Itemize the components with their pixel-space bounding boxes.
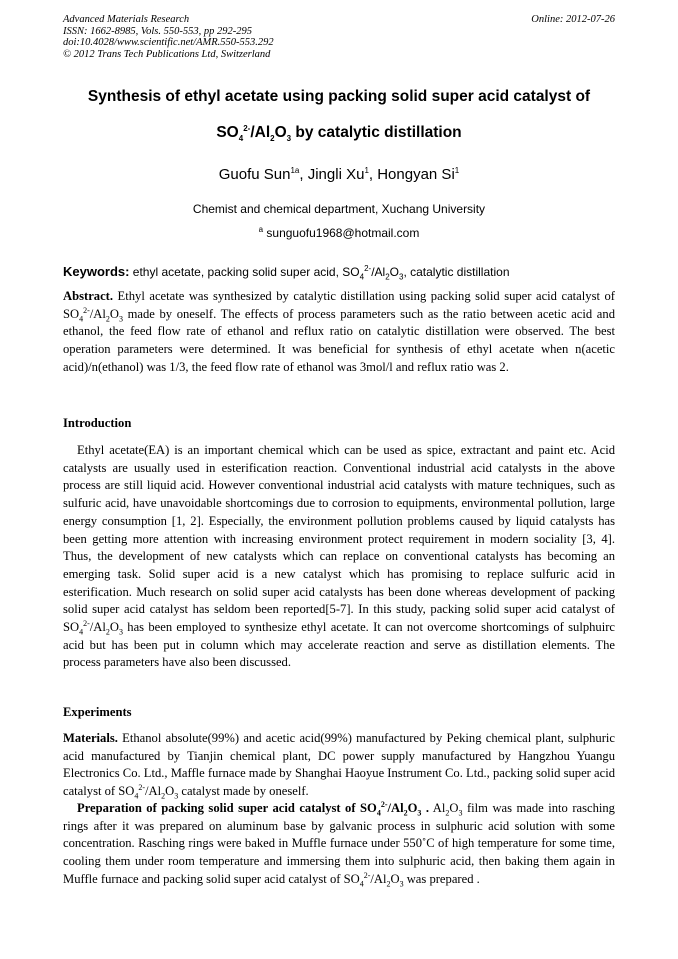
materials-paragraph: Materials. Ethanol absolute(99%) and acetic acid(99%) manufactured by Peking chemical plant, sulphuric acid manufactured by Tianjin chemical plant, DC power supply manufactured by Hangzhou Yuangu Electronics Co. Ltd., Maffle furnace made by Shanghai Haoyue Instrument Co. Ltd., packing solid super acid catalyst of $SO_4^{2-}/Al_2O_3$ catalyst made by oneself. — [63, 731, 615, 801]
journal-name: Advanced Materials Research — [63, 14, 190, 25]
issn-line: ISSN: 1662-8985, Vols. 550-553, pp 292-295 — [63, 25, 252, 37]
section-heading-introduction: Introduction — [63, 416, 132, 430]
online-date: Online: 2012-07-26 — [531, 14, 615, 25]
paper-title-line1: Synthesis of ethyl acetate using packing solid super acid catalyst of — [87, 88, 591, 105]
preparation-label: Preparation of packing solid super acid catalyst of $SO_4^{2-}/Al_2O_3$ . — [77, 799, 430, 818]
keywords: Keywords: ethyl acetate, packing solid super acid, $SO_4^{2-}/Al_2O_3$, catalytic distillation — [63, 264, 510, 282]
preparation-paragraph: Preparation of packing solid super acid catalyst of $SO_4^{2-}/Al_2O_3$ . $Al_2O_3$ film was made into rasching rings after it was prepared on aluminum base by galvanic process in sulphuric acid solution with some concentration. Rasching rings were baked in Muffle furnace under 550˚C of high temperature for some time, cooling them under room temperature and immersing them into sulphuric acid, then baking them again in Muffle furnace and packing solid super acid catalyst of $SO_4^{2-}/Al_2O_3$ was prepared . — [63, 799, 615, 889]
abstract-label: Abstract. — [63, 289, 114, 303]
affiliation: Chemist and chemical department, Xuchang University — [192, 202, 486, 216]
keywords-label: Keywords: — [63, 264, 130, 279]
introduction-paragraph: Ethyl acetate(EA) is an important chemical which can be used as spice, extractant and paint etc. Acid catalysts are usually used in esterification reaction. Conventional industrial acid catalysts in the above process are still liquid acid. However conventional industrial acid catalysts with mature techniques, such as sulfuric acid, have unavoidable shortcomings due to corrosion to equipments, environmental pollution, large energy consumption [1, 2]. Especially, the environment pollution problems caused by liquid catalysts has been getting more attention with increasing environment protect requirement in modern sociality [3, 4]. Thus, the development of new catalysts which can replace on conventional catalysts has becoming an emerging task. Solid super acid is a new catalyst which has promising to replace sulfuric acid in esterification. Much research on solid super acid catalysts has been done whereas development of packing solid super acid catalyst has seldom been reported[5-7]. In this study, packing solid super acid catalyst of $SO_4^{2-}/Al_2O_3$ has been employed to synthesize ethyl acetate. It can not overcome shortcomings of sulphuirc acid but has been put in column which may accelerate reaction and serve as distillation elements. The process parameters have also been discussed. — [63, 443, 615, 670]
author-email: $^a$ sunguofu1968@hotmail.com — [258, 225, 420, 240]
doi-line: doi:10.4028/www.scientific.net/AMR.550-553.292 — [63, 37, 274, 48]
section-heading-experiments: Experiments — [63, 705, 132, 719]
copyright-line: © 2012 Trans Tech Publications Ltd, Switzerland — [63, 48, 271, 60]
materials-label: Materials. — [63, 731, 118, 745]
abstract: Abstract. Ethyl acetate was synthesized by catalytic distillation using packing solid super acid catalyst of $SO_4^{2-}/Al_2O_3$ made by oneself. The effects of process parameters such as the ratio between acetic acid and ethanol, the feed flow rate of ethanol and reflux ratio on catalytic distillation were observed. The best operation parameters were determined. It was beneficial for synthesis of ethyl acetate when n(acetic acid)/n(ethanol) was 1/3, the feed flow rate of ethanol was 3mol/l and reflux ratio was 2. — [63, 289, 615, 374]
journal-meta — [63, 14, 274, 60]
paper-title-line2: $SO_4^{2-}/Al_2O_3$ by catalytic distillation — [216, 123, 462, 144]
author-list: Guofu Sun$^{1a}$, Jingli Xu$^1$, Hongyan Si$^1$ — [218, 166, 460, 183]
